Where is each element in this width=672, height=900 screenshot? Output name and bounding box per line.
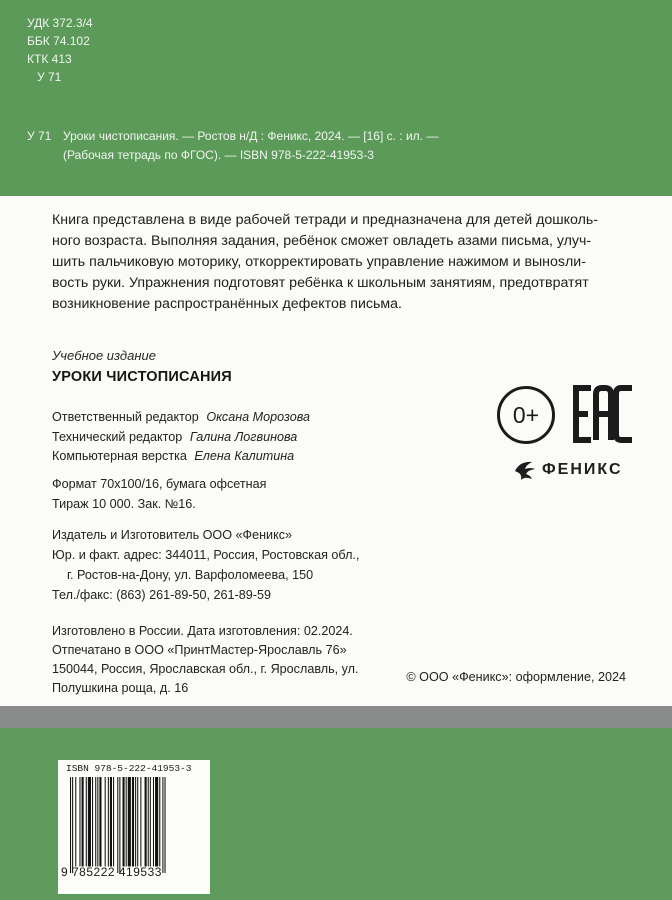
- barcode-bar: [105, 777, 106, 866]
- staff-list: [52, 408, 310, 467]
- annotation-line: шить пальчиковую моторику, откорректировать управление нажимом и вынosли-: [52, 254, 586, 270]
- publisher-line-2: Юр. и факт. адрес: 344011, Россия, Ростовская обл.,: [52, 548, 360, 562]
- staff-row: [52, 447, 310, 467]
- annotation-line: вость руки. Упражнения подготовят ребёнка к школьным занятиям, предотвратят: [52, 275, 589, 291]
- publisher-line-4: Тел./факс: (863) 261-89-50, 261-89-59: [52, 588, 271, 602]
- barcode-bar: [88, 777, 91, 866]
- barcode-bar: [128, 777, 131, 866]
- phoenix-icon: [512, 458, 538, 484]
- barcode-bar: [108, 777, 109, 866]
- barcode-bar: [148, 777, 149, 866]
- barcode-bar: [126, 777, 127, 866]
- manufacture-line-1: Изготовлено в России. Дата изготовления: 02.2024.: [52, 624, 353, 638]
- barcode-bar: [162, 777, 163, 873]
- staff-name: Елена Калитина: [194, 449, 295, 463]
- classification-codes: [27, 14, 93, 86]
- biblio-label: У 71: [27, 129, 52, 143]
- barcode-bar: [137, 777, 138, 866]
- staff-role: Технический редактор: [52, 429, 183, 444]
- barcode-bar: [155, 777, 158, 866]
- barcode-bar: [135, 777, 136, 866]
- publisher-line-1: Издатель и Изготовитель ООО «Феникс»: [52, 528, 293, 542]
- annotation-line: ного возраста. Выполняя задания, ребёнок сможет овладеть азами письма, улуч-: [52, 233, 592, 249]
- barcode-bar: [72, 777, 73, 873]
- publisher-logo: [512, 458, 636, 484]
- bbk-code: ББК 74.102: [27, 34, 90, 48]
- bottom-green-panel: [0, 728, 672, 900]
- eac-mark-icon: [572, 384, 634, 444]
- barcode-bar: [95, 777, 96, 866]
- format-info: [52, 475, 266, 514]
- barcode-bar: [145, 777, 147, 866]
- barcode-bar: [79, 777, 80, 866]
- manufacture-info: [52, 622, 359, 698]
- barcode-bar: [140, 777, 141, 866]
- format-line-2: Тираж 10 000. Зак. №16.: [52, 496, 196, 511]
- barcode-bar: [70, 777, 71, 873]
- barcode-bar: [132, 777, 134, 866]
- grey-band: [0, 706, 672, 728]
- manufacture-line-3: 150044, Россия, Ярославская обл., г. Ярославль, ул.: [52, 662, 359, 676]
- barcode-bar: [165, 777, 166, 873]
- barcode-bar: [119, 777, 120, 873]
- barcode-bar: [117, 777, 118, 873]
- book-title: УРОКИ ЧИСТОПИСАНИЯ: [52, 369, 232, 385]
- barcode-bar: [153, 777, 154, 866]
- staff-role: Ответственный редактор: [52, 410, 199, 424]
- barcode-bar: [113, 777, 114, 866]
- manufacture-line-4: Полушкина роща, д. 16: [52, 681, 189, 695]
- ktk-code: КТК 413: [27, 52, 72, 66]
- staff-role: Компьютерная верстка: [52, 449, 187, 463]
- publisher-logo-text: ФЕНИКС: [542, 461, 623, 478]
- barcode-bar: [110, 777, 112, 866]
- barcode-bar: [150, 777, 151, 866]
- barcode-bar: [97, 777, 98, 866]
- staff-name: Оксана Морозова: [206, 410, 311, 424]
- staff-row: [52, 408, 310, 428]
- barcode-bar: [86, 777, 87, 866]
- barcode-bar: [99, 777, 101, 866]
- annotation-line: возникновение распространённых дефектов письма.: [52, 296, 402, 312]
- format-line-1: Формат 70x100/16, бумага офсетная: [52, 477, 267, 491]
- author-sign: У 71: [37, 70, 62, 84]
- staff-name: Галина Логвинова: [189, 429, 298, 444]
- manufacture-line-2: Отпечатано в ООО «ПринтМастер-Ярославль 76»: [52, 643, 347, 657]
- copyright-notice: © ООО «Феникс»: оформление, 2024: [406, 670, 626, 684]
- biblio-line-1: Уроки чистописания. — Ростов н/Д : Феникс, 2024. — [16] с. : ил. —: [63, 129, 439, 143]
- barcode: [58, 760, 210, 894]
- barcode-bar: [123, 777, 125, 866]
- barcode-bars: [68, 777, 204, 873]
- imprint-panel: [0, 196, 672, 706]
- biblio-line-2: (Рабочая тетрадь по ФГОС). — ISBN 978-5-222-41953-3: [63, 148, 374, 162]
- barcode-bar: [82, 777, 84, 866]
- barcode-bar: [92, 777, 93, 866]
- barcode-bar: [159, 777, 160, 866]
- bibliographic-record: [27, 127, 438, 165]
- barcode-number: 9 785222 419533: [61, 865, 162, 879]
- top-green-panel: [0, 0, 672, 196]
- publisher-info: [52, 525, 359, 605]
- annotation: [52, 210, 640, 315]
- publisher-line-3: г. Ростов-на-Дону, ул. Варфоломеева, 150: [67, 568, 314, 582]
- age-rating-badge: 0+: [497, 386, 555, 444]
- annotation-line: Книга представлена в виде рабочей тетради и предназначена для детей дошколь-: [52, 212, 598, 228]
- staff-row: [52, 428, 310, 448]
- barcode-bar: [75, 777, 76, 866]
- edition-type: Учебное издание: [52, 348, 156, 363]
- barcode-isbn-label: ISBN 978-5-222-41953-3: [66, 763, 192, 774]
- udk-code: УДК 372.3/4: [27, 16, 93, 30]
